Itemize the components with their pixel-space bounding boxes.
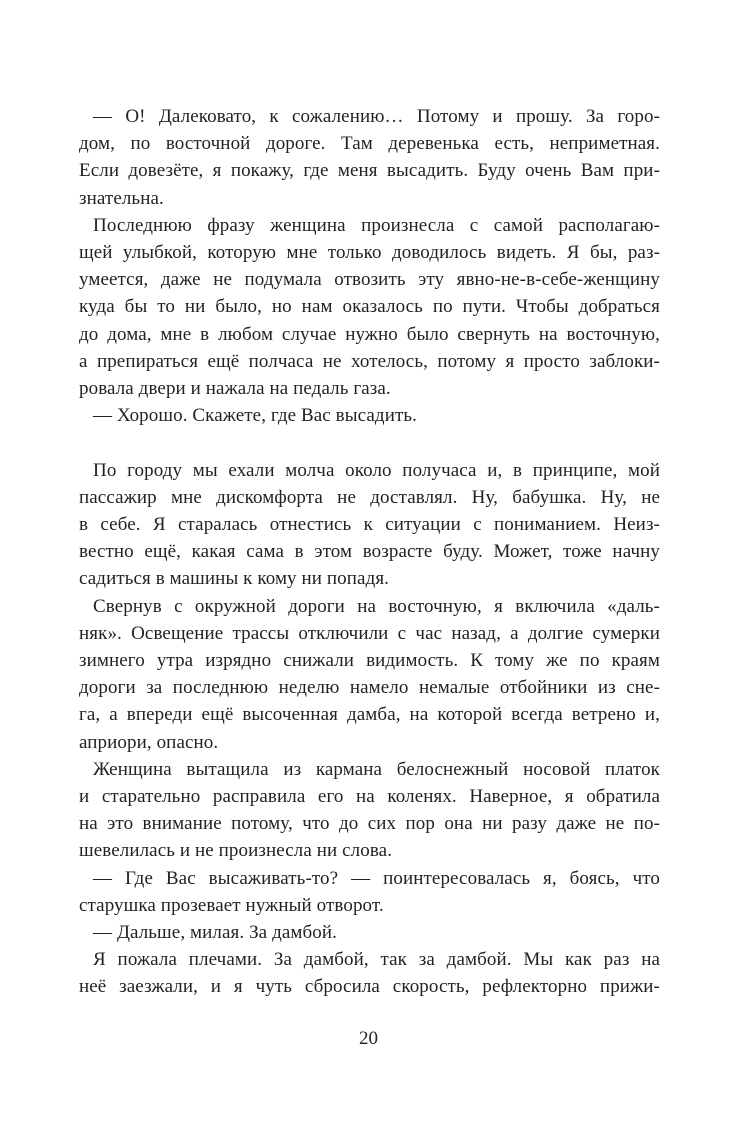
paragraph	[79, 212, 660, 402]
text-line: умеется, даже не подумала отвозить эту явно-не-в-себе-женщину	[79, 269, 660, 291]
text-line: в себе. Я старалась отнестись к ситуации с пониманием. Неиз-	[79, 514, 660, 536]
paragraph	[79, 946, 660, 1000]
paragraph	[79, 457, 660, 593]
text-line: Последнюю фразу женщина произнесла с самой располагаю-	[93, 214, 660, 236]
text-line: Я пожала плечами. За дамбой, так за дамбой. Мы как раз на	[93, 949, 660, 971]
text-line: пассажир мне дискомфорта не доставлял. Ну, бабушка. Ну, не	[79, 486, 660, 508]
paragraph-dialogue	[79, 865, 660, 919]
paragraph-dialogue	[79, 919, 660, 946]
text-line: шевелилась и не произнесла ни слова.	[79, 840, 393, 862]
text-line: и старательно расправила его на коленях. Наверное, я обратила	[79, 786, 660, 808]
text-line: — Дальше, милая. За дамбой.	[93, 922, 337, 944]
paragraph	[79, 593, 660, 756]
text-line: вестно ещё, какая сама в этом возрасте буду. Может, тоже начну	[79, 541, 660, 563]
text-line: зимнего утра изрядно снижали видимость. К тому же по краям	[79, 650, 660, 672]
text-block	[79, 103, 660, 1001]
text-line: дороги за последнюю неделю намело немалые отбойники из сне-	[79, 677, 660, 699]
text-line: знательна.	[79, 187, 164, 209]
text-line: неё заезжали, и я чуть сбросила скорость, рефлекторно прижи-	[79, 976, 660, 998]
text-line: на это внимание потому, что до сих пор она ни разу даже не по-	[79, 813, 660, 835]
text-line: Если довезёте, я покажу, где меня высадить. Буду очень Вам при-	[79, 160, 660, 182]
text-line: дом, по восточной дороге. Там деревенька есть, неприметная.	[79, 133, 660, 155]
paragraph-dialogue	[79, 402, 660, 429]
text-line: — О! Далековато, к сожалению… Потому и прошу. За горо-	[93, 106, 660, 127]
text-line: — Где Вас высаживать-то? — поинтересовалась я, боясь, что	[93, 867, 660, 889]
text-line: — Хорошо. Скажете, где Вас высадить.	[93, 405, 417, 427]
text-line: щей улыбкой, которую мне только доводилось видеть. Я бы, раз-	[79, 242, 660, 264]
text-line: садиться в машины к кому ни попадя.	[79, 568, 390, 590]
text-line: куда бы то ни было, но нам оказалось по пути. Чтобы добраться	[79, 296, 660, 318]
text-line: Свернув с окружной дороги на восточную, я включила «даль-	[93, 595, 660, 617]
text-line: априори, опасно.	[79, 731, 219, 753]
text-line: а препираться ещё полчаса не хотелось, потому я просто заблоки-	[79, 350, 660, 372]
text-line: По городу мы ехали молча около получаса и, в принципе, мой	[93, 459, 660, 481]
paragraph	[79, 756, 660, 865]
text-line: до дома, мне в любом случае нужно было свернуть на восточную,	[79, 323, 660, 345]
text-line: старушка прозевает нужный отворот.	[79, 894, 384, 916]
page-number: 20	[359, 1028, 378, 1049]
text-line: Женщина вытащила из кармана белоснежный носовой платок	[93, 758, 660, 780]
text-line: ровала двери и нажала на педаль газа.	[79, 378, 391, 400]
paragraph-dialogue	[79, 103, 660, 212]
text-line: га, а впереди ещё высоченная дамба, на которой всегда ветрено и,	[79, 704, 660, 726]
text-line: няк». Освещение трассы отключили с час назад, а долгие сумерки	[79, 622, 660, 644]
